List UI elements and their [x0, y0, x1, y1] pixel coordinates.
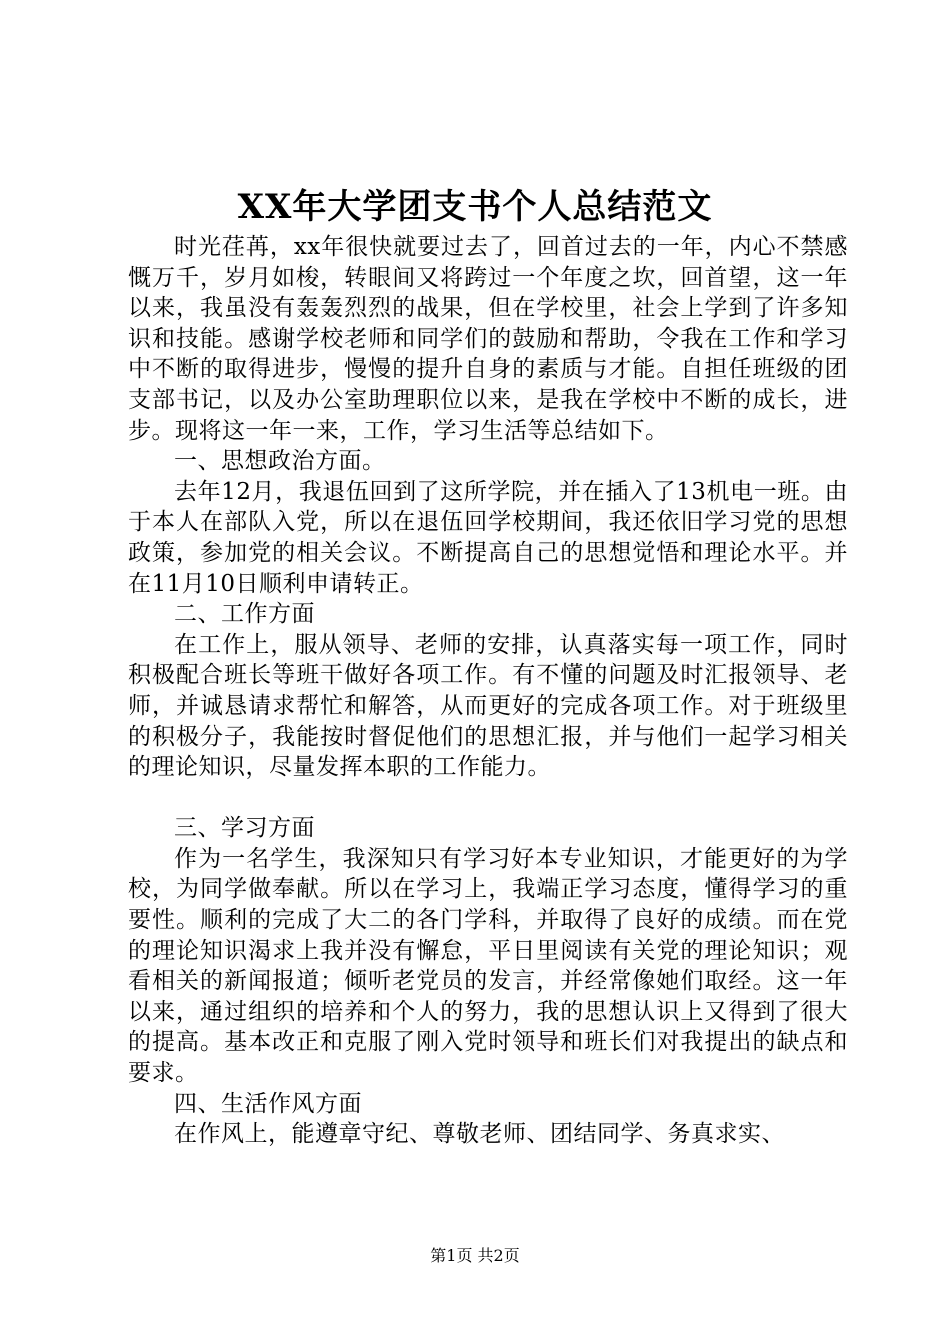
section-heading-life: 四、生活作风方面 [174, 1090, 362, 1117]
paragraph-study: 作为一名学生，我深知只有学习好本专业知识，才能更好的为学校，为同学做奉献。所以在学习上，我端正学习态度，懂得学习的重要性。顺利的完成了大二的各门学科，并取得了良好的成绩。而在党的理论知识渴求上我并没有懈怠，平日里阅读有关党的理论知识；观看相关的新闻报道；倾听老党员的发言，并经常像她们取经。这一年以来，通过组织的培养和个人的努力，我的思想认识上又得到了很大的提高。基本改正和克服了刚入党时领导和班长们对我提出的缺点和要求。 [128, 845, 848, 1087]
section-heading-work: 二、工作方面 [174, 601, 315, 628]
section-heading-study: 三、学习方面 [174, 815, 315, 842]
paragraph-intro: 时光荏苒，xx年很快就要过去了，回首过去的一年，内心不禁感慨万千，岁月如梭，转眼间又将跨过一个年度之坎，回首望，这一年以来，我虽没有轰轰烈烈的战果，但在学校里，社会上学到了许多知识和技能。感谢学校老师和同学们的鼓励和帮助，令我在工作和学习中不断的取得进步，慢慢的提升自身的素质与才能。自担任班级的团支部书记，以及办公室助理职位以来，是我在学校中不断的成长，进步。现将这一年一来，工作，学习生活等总结如下。 [128, 234, 848, 444]
section-heading-politics: 一、思想政治方面。 [174, 448, 386, 475]
paragraph-spacer [128, 783, 848, 814]
document-title: XX年大学团支书个人总结范文 [237, 187, 713, 227]
paragraph-life: 在作风上，能遵章守纪、尊敬老师、团结同学、务真求实、 [174, 1121, 785, 1148]
page-footer: 第1页 共2页 [430, 1246, 520, 1265]
document-body [128, 232, 848, 1150]
paragraph-politics: 去年12月，我退伍回到了这所学院，并在插入了13机电一班。由于本人在部队入党，所以在退伍回学校期间，我还依旧学习党的思想政策，参加党的相关会议。不断提高自己的思想觉悟和理论水平。并在11月10日顺利申请转正。 [128, 478, 848, 597]
paragraph-work: 在工作上，服从领导、老师的安排，认真落实每一项工作，同时积极配合班长等班干做好各项工作。有不懂的问题及时汇报领导、老师，并诚恳请求帮忙和解答，从而更好的完成各项工作。对于班级里的积极分子，我能按时督促他们的思想汇报，并与他们一起学习相关的理论知识，尽量发挥本职的工作能力。 [128, 631, 848, 781]
